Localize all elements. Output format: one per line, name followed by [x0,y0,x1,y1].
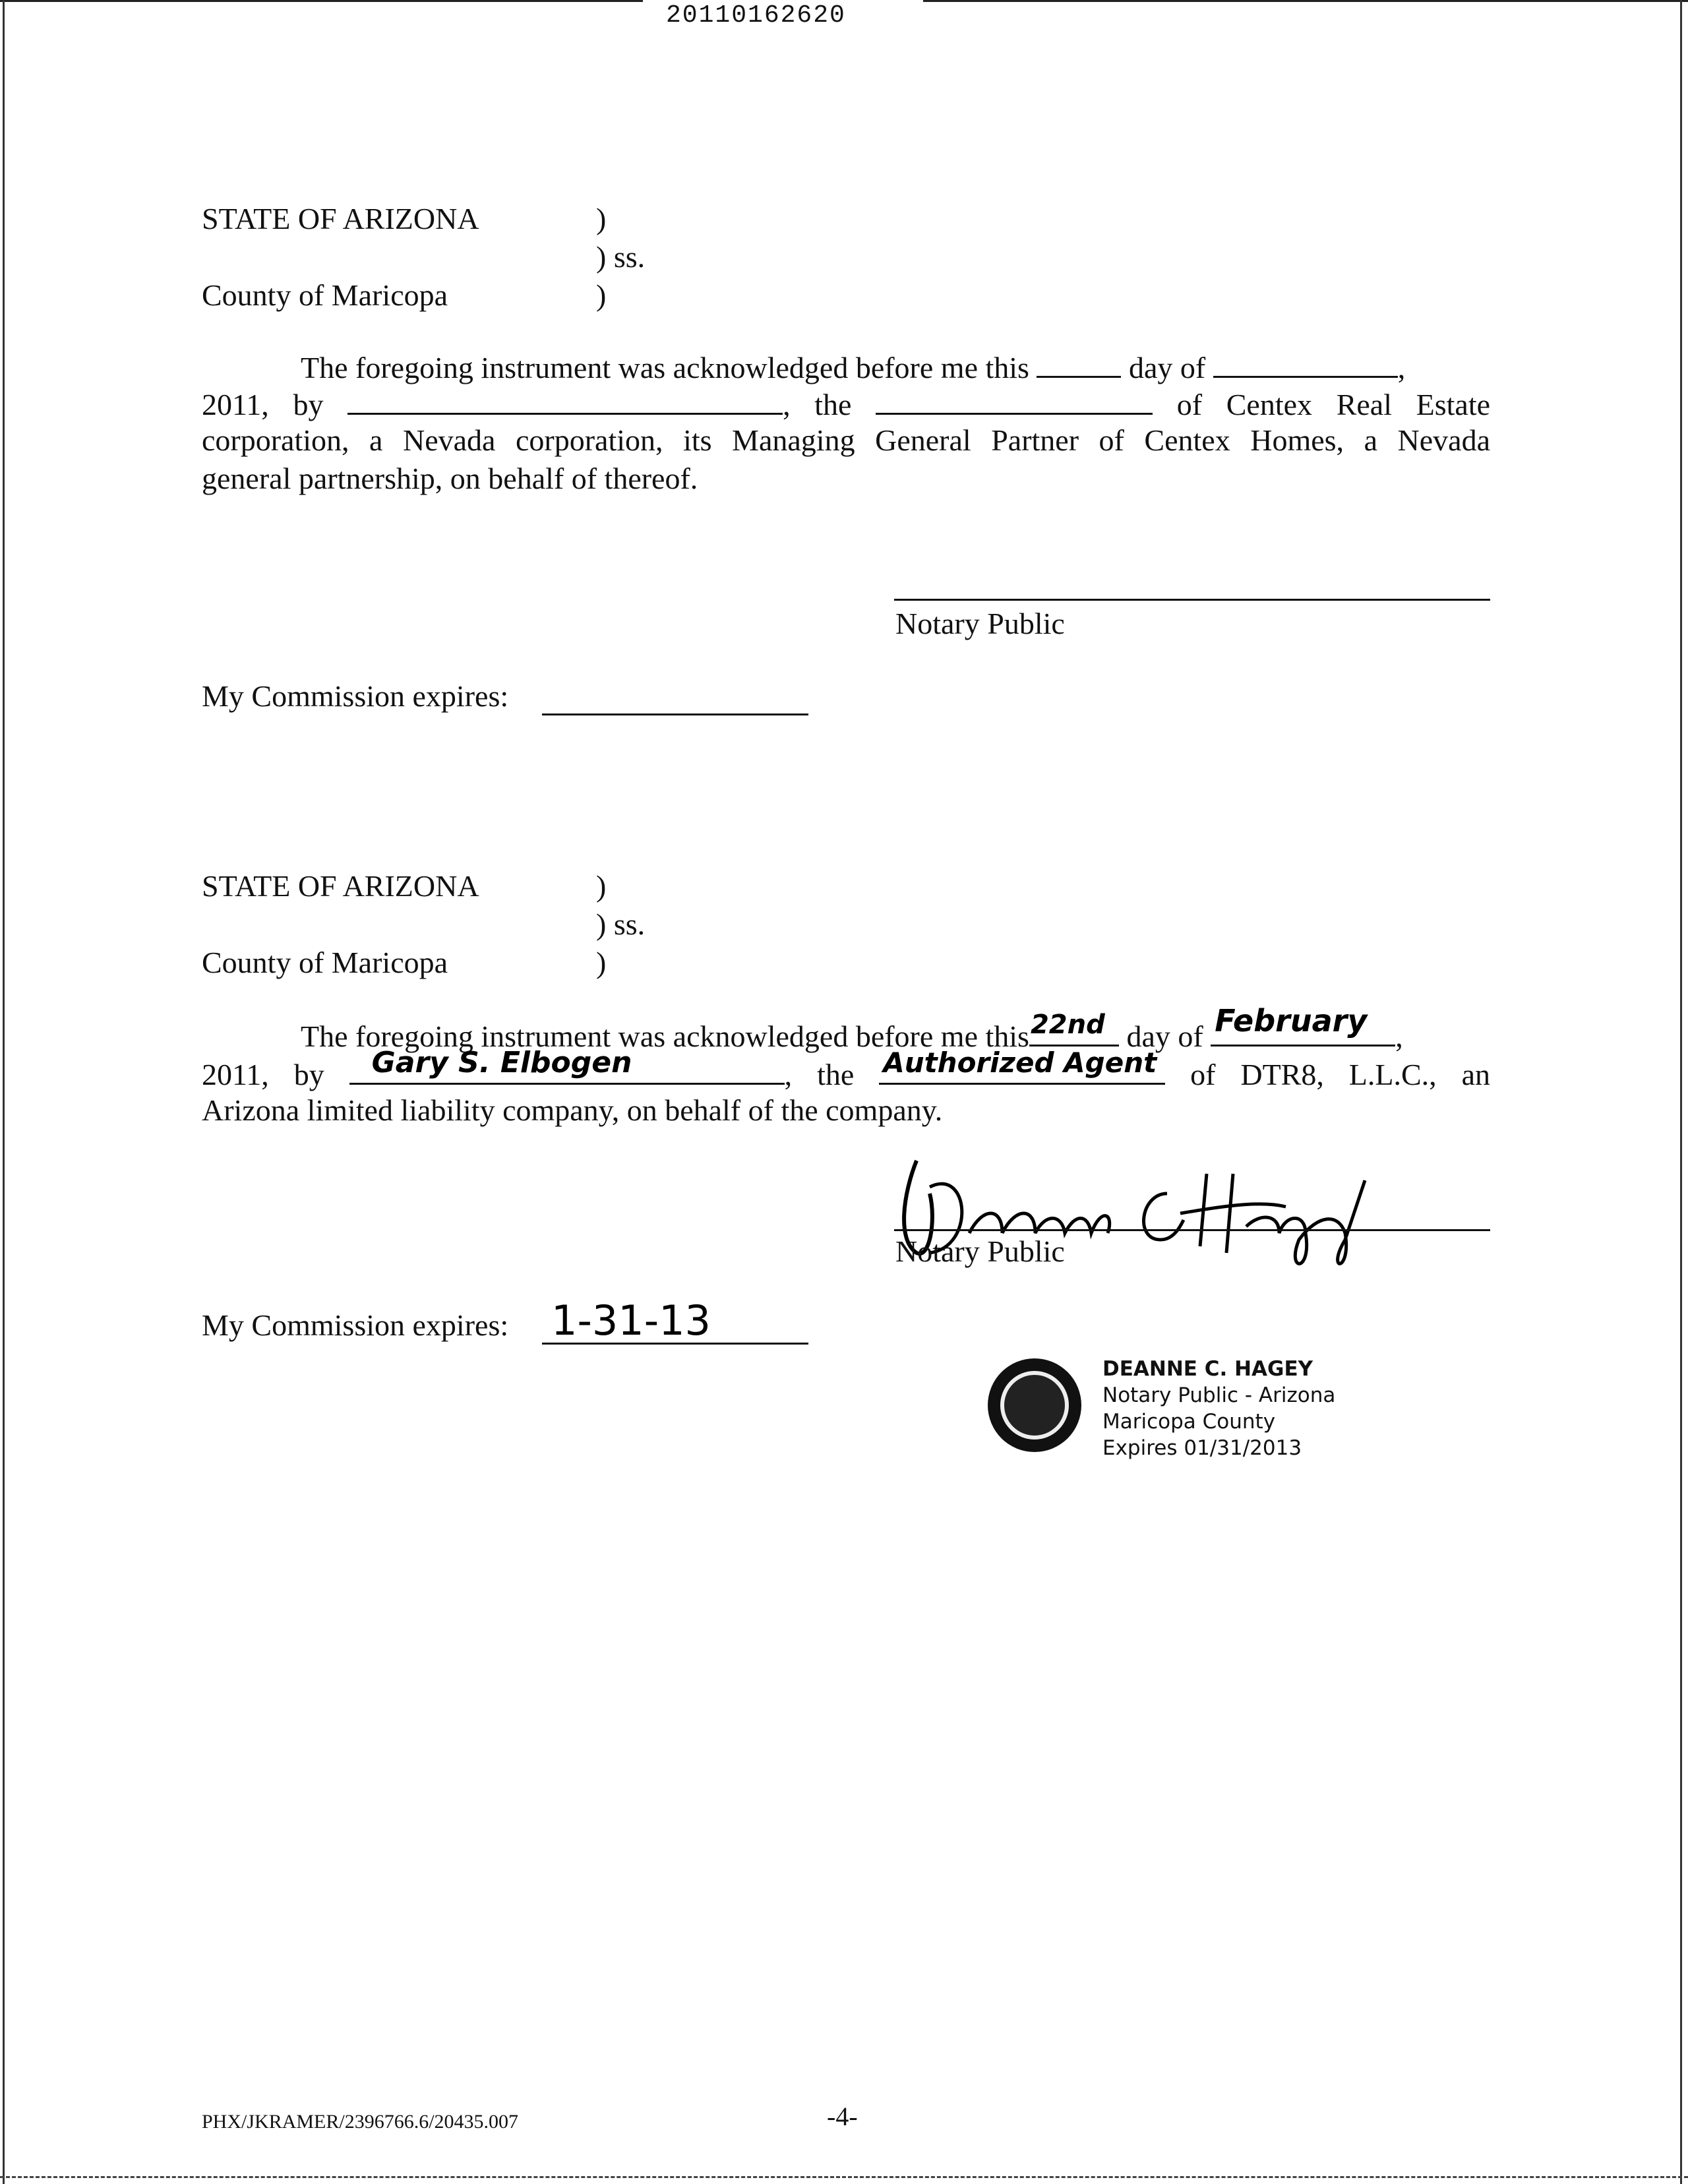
scan-border-right [1680,0,1682,2184]
county-label-2: County of Maricopa [202,946,448,979]
notary-signature-line-1 [894,599,1490,601]
title-blank-1 [876,384,1153,415]
file-reference: PHX/JKRAMER/2396766.6/20435.007 [202,2111,519,2133]
ack-text-2-2a: 2011, by [202,1058,324,1091]
ack-text-2-1a: The foregoing instrument was acknowledged before me this [301,1019,1029,1053]
scan-border-top-right [923,0,1688,2]
ack-text-2-1b: day of [1126,1019,1203,1053]
day-blank-1 [1037,347,1121,378]
state-label-2: STATE OF ARIZONA [202,869,479,903]
notary-signature-line-2 [894,1229,1490,1231]
ack-text-2c: of Centex Real Estate [1176,388,1491,421]
ack-line3-1: corporation, a Nevada corporation, its Managing General Partner of Centex Homes, a Nevada [202,423,1490,457]
ack-text-2a: 2011, by [202,388,324,421]
ack-text-2-2b: , the [784,1058,855,1091]
stamp-expires: Expires 01/31/2013 [1102,1436,1302,1460]
handwritten-month: February [1215,1003,1368,1039]
commission-label-2: My Commission expires: [202,1308,509,1342]
ack-text-2-2c: of DTR8, L.L.C., an [1190,1058,1490,1091]
paren-2a: ) [596,869,607,903]
ack-text-1a: The foregoing instrument was acknowledged before me this [301,351,1029,384]
paren-2c: ) [596,946,607,979]
month-blank-2 [1211,1003,1395,1046]
scan-border-bottom [0,2176,1688,2178]
ack-comma-1: , [1397,351,1406,384]
paren-1a: ) [596,202,607,235]
month-blank-1 [1213,347,1398,378]
stamp-name: DEANNE C. HAGEY [1102,1357,1313,1381]
notary-seal-icon [988,1358,1081,1452]
ss-label-1: ) ss. [596,240,646,274]
ack-text-1b: day of [1128,351,1206,384]
scan-border-top-left [0,0,643,2]
paren-1c: ) [596,278,607,312]
handwritten-expiry: 1-31-13 [551,1296,711,1345]
name-blank-2 [349,1046,785,1085]
day-blank-2 [1029,1010,1119,1046]
ack-line2-2 [202,1046,1490,1093]
page-number: -4- [827,2102,858,2131]
notary-public-label-2: Notary Public [895,1234,1065,1268]
doc-number: 20110162620 [666,1,846,30]
ss-label-2: ) ss. [596,907,646,941]
name-blank-1 [347,384,783,415]
stamp-title: Notary Public - Arizona [1102,1383,1336,1407]
ack-line2-1 [202,384,1490,423]
handwritten-title: Authorized Agent [883,1046,1157,1079]
ack-line3-2: Arizona limited liability company, on behalf of the company. [202,1093,943,1127]
commission-blank-1 [542,713,808,715]
notary-public-label-1: Notary Public [895,607,1065,640]
ack-comma-2: , [1395,1019,1403,1053]
scan-border-left [3,0,5,2184]
state-label-1: STATE OF ARIZONA [202,202,479,235]
title-blank-2 [879,1046,1165,1085]
ack-line4-1: general partnership, on behalf of thereof. [202,462,698,495]
stamp-county: Maricopa County [1102,1410,1276,1434]
commission-label-1: My Commission expires: [202,679,509,713]
ack-line1-1 [301,347,1405,386]
handwritten-name: Gary S. Elbogen [371,1046,632,1079]
handwritten-day: 22nd [1030,1010,1105,1040]
ack-text-2b: , the [783,388,852,421]
county-label-1: County of Maricopa [202,278,448,312]
